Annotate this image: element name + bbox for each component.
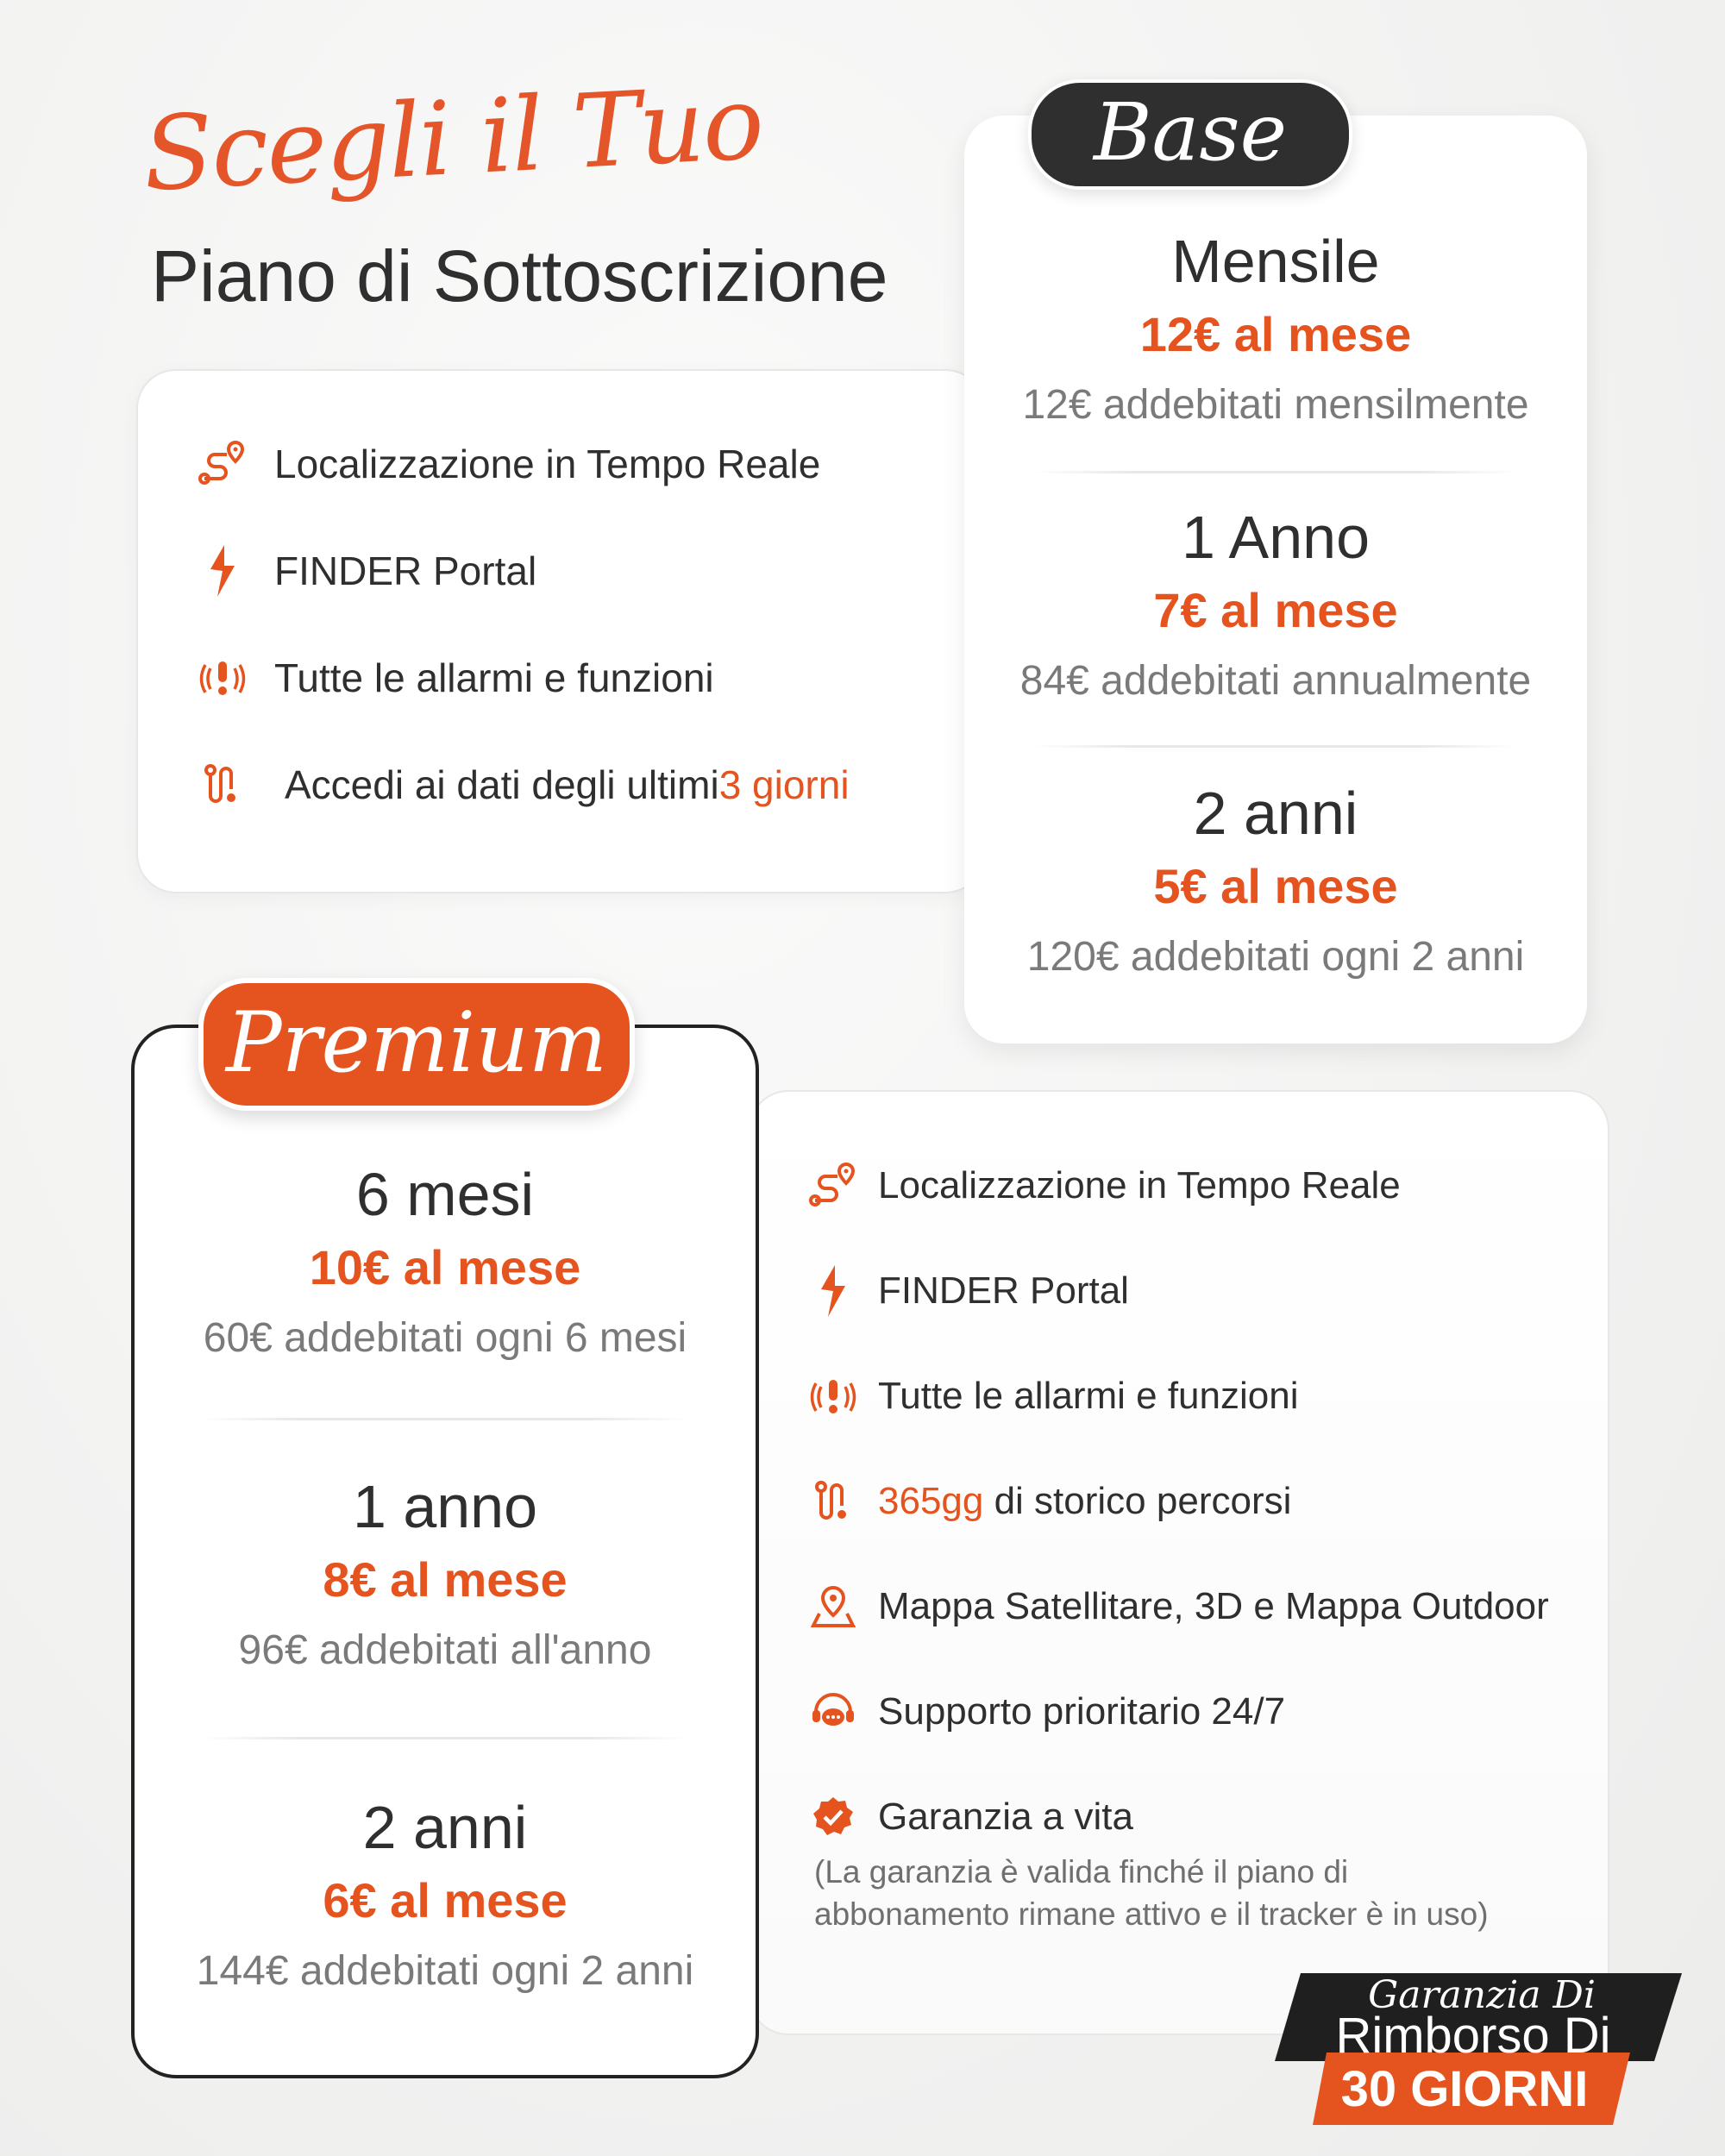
base-plan-monthly[interactable] <box>964 228 1587 428</box>
plan-price: 5€ al mese <box>1153 859 1398 913</box>
premium-plan-label: Premium <box>198 978 635 1111</box>
page-title: Piano di Sottoscrizione <box>151 235 888 317</box>
feature-highlight: 3 giorni <box>718 762 850 807</box>
premium-feature-history <box>807 1476 1291 1527</box>
feature-label: Tutte le allarmi e funzioni <box>878 1375 1299 1417</box>
divider <box>1033 745 1518 748</box>
map-pin-icon <box>807 1581 859 1633</box>
plan-term: 6 mesi <box>355 1161 535 1228</box>
premium-feature-support <box>807 1686 1285 1738</box>
plan-term: 2 anni <box>362 1794 528 1861</box>
route-pin-icon <box>197 438 248 490</box>
base-plan-1-year[interactable] <box>964 504 1587 704</box>
lightning-icon <box>197 545 248 597</box>
divider <box>200 1737 688 1739</box>
plan-price: 8€ al mese <box>323 1552 568 1607</box>
base-feature-location <box>197 438 820 490</box>
feature-label: di storico percorsi <box>983 1480 1292 1522</box>
premium-feature-portal <box>807 1265 1129 1317</box>
feature-label: Localizzazione in Tempo Reale <box>878 1164 1401 1206</box>
premium-feature-warranty <box>807 1791 1133 1843</box>
premium-feature-maps <box>807 1581 1549 1633</box>
alarm-icon <box>197 652 248 704</box>
route-pin-icon <box>807 1160 859 1212</box>
warranty-note: (La garanzia è valida finché il piano di abbonamento rimane attivo e il tracker è in uso) <box>814 1854 1489 1932</box>
feature-label: FINDER Portal <box>878 1269 1129 1312</box>
badge-line-1: Garanzia Di <box>1368 1973 1596 2017</box>
premium-feature-location <box>807 1160 1401 1212</box>
alarm-icon <box>807 1370 859 1422</box>
plan-price: 6€ al mese <box>323 1873 568 1927</box>
badge-line-3: 30 GIORNI <box>1340 2061 1589 2117</box>
lightning-icon <box>807 1265 859 1317</box>
feature-label: Supporto prioritario 24/7 <box>878 1690 1286 1733</box>
plan-term: 2 anni <box>1193 780 1358 847</box>
base-plan-label: Base <box>1028 79 1352 190</box>
base-feature-alarms <box>197 652 714 704</box>
feature-label: Garanzia a vita <box>878 1796 1133 1838</box>
base-feature-portal <box>197 545 536 597</box>
feature-highlight: 365gg <box>878 1480 984 1522</box>
warranty-badge-icon <box>807 1791 859 1843</box>
premium-plan-6-months[interactable] <box>131 1161 759 1361</box>
feature-label: Mappa Satellitare, 3D e Mappa Outdoor <box>878 1585 1549 1627</box>
hero-script-title: Scegli il Tuo <box>140 62 766 215</box>
plan-billing: 84€ addebitati annualmente <box>1019 658 1532 704</box>
base-plan-2-years[interactable] <box>964 780 1587 980</box>
divider <box>200 1418 688 1420</box>
plan-price: 12€ al mese <box>1139 307 1412 361</box>
premium-feature-alarms <box>807 1370 1298 1422</box>
premium-plan-1-year[interactable] <box>131 1473 759 1673</box>
plan-price: 7€ al mese <box>1153 583 1398 637</box>
plan-billing: 12€ addebitati mensilmente <box>1022 382 1529 428</box>
refund-guarantee-badge <box>1275 1968 1689 2132</box>
feature-label: Localizzazione in Tempo Reale <box>274 442 821 486</box>
badge-line-2: Rimborso Di <box>1335 2008 1611 2064</box>
plan-term: 1 anno <box>352 1473 538 1540</box>
divider <box>1033 471 1518 473</box>
base-feature-history <box>197 759 850 811</box>
feature-label: FINDER Portal <box>274 548 537 593</box>
feature-label: Tutte le allarmi e funzioni <box>274 655 714 700</box>
support-chat-icon <box>807 1686 859 1738</box>
plan-term: 1 Anno <box>1182 504 1370 571</box>
history-path-icon <box>197 759 248 811</box>
plan-billing: 120€ addebitati ogni 2 anni <box>1026 934 1525 980</box>
plan-billing: 96€ addebitati all'anno <box>238 1627 652 1673</box>
history-path-icon <box>807 1476 859 1527</box>
plan-price: 10€ al mese <box>309 1240 581 1294</box>
feature-label: Accedi ai dati degli ultimi <box>285 762 719 807</box>
plan-billing: 144€ addebitati ogni 2 anni <box>196 1948 694 1994</box>
plan-billing: 60€ addebitati ogni 6 mesi <box>203 1315 687 1361</box>
plan-term: Mensile <box>1171 228 1380 295</box>
premium-plan-2-years[interactable] <box>131 1794 759 1994</box>
